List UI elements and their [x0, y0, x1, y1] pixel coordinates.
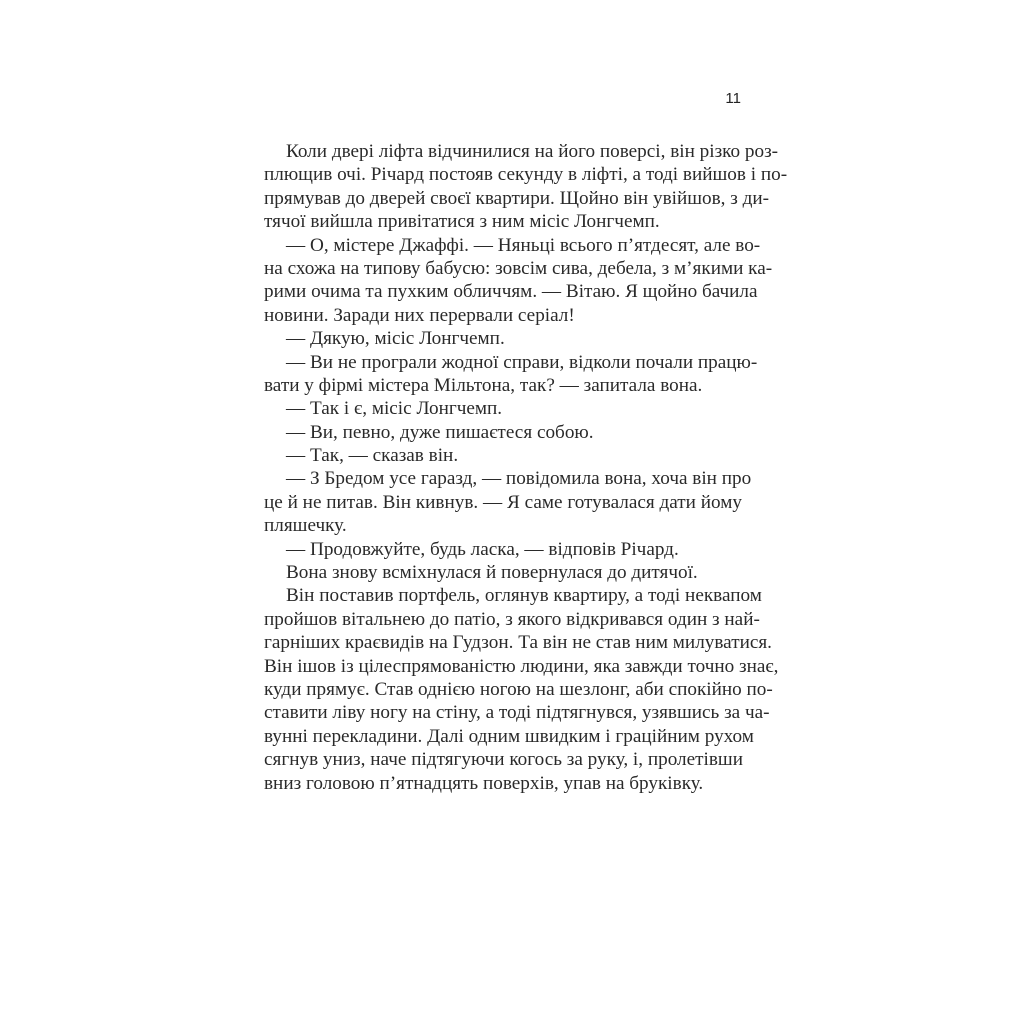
text-line: пляшечку. [264, 515, 347, 537]
page-number: 11 [725, 90, 741, 107]
text-line: вати у фірмі містера Мільтона, так? — запитала вона. [264, 374, 703, 396]
body-text [264, 140, 788, 795]
text-line: пройшов вітальнею до патіо, з якого відкривався один з най- [264, 608, 760, 630]
text-line: — Ви, певно, дуже пишаєтеся собою. [286, 421, 594, 443]
text-line: — О, містере Джаффі. — Няньці всього п’ятдесят, але во- [286, 234, 761, 256]
text-line: Він поставив портфель, оглянув квартиру, а тоді неквапом [286, 585, 762, 607]
text-line: сягнув униз, наче підтягуючи когось за руку, і, пролетівши [264, 749, 743, 771]
text-line: — Дякую, місіс Лонгчемп. [286, 328, 505, 350]
text-line: тячої вийшла привітатися з ним місіс Лонгчемп. [264, 211, 660, 233]
text-line: це й не питав. Він кивнув. — Я саме готувалася дати йому [264, 491, 742, 513]
text-line: — Ви не програли жодної справи, відколи почали працю- [286, 351, 758, 373]
text-line: на схожа на типову бабусю: зовсім сива, дебела, з м’якими ка- [264, 257, 773, 279]
text-line: Коли двері ліфта відчинилися на його поверсі, він різко роз- [286, 141, 779, 162]
text-line: новини. Заради них перервали серіал! [264, 304, 575, 326]
text-line: рими очима та пухким обличчям. — Вітаю. Я щойно бачила [264, 281, 758, 303]
text-line: прямував до дверей своєї квартири. Щойно він увійшов, з ди- [264, 187, 770, 209]
text-line: — Так, — сказав він. [286, 445, 459, 467]
text-line: — З Бредом усе гаразд, — повідомила вона, хоча він про [286, 468, 752, 490]
text-line: ставити ліву ногу на стіну, а тоді підтягнувся, узявшись за ча- [264, 702, 770, 724]
text-line: Він ішов із цілеспрямованістю людини, яка завжди точно знає, [264, 655, 779, 677]
text-line: гарніших краєвидів на Гудзон. Та він не став ним милуватися. [264, 632, 772, 654]
text-line: Вона знову всміхнулася й повернулася до дитячої. [286, 562, 698, 584]
text-line: плющив очі. Річард постояв секунду в ліфті, а тоді вийшов і по- [264, 164, 788, 186]
text-line: куди прямує. Став однією ногою на шезлонг, аби спокійно по- [264, 678, 773, 700]
text-line: — Так і є, місіс Лонгчемп. [286, 398, 503, 420]
text-line: — Продовжуйте, будь ласка, — відповів Річард. [286, 538, 679, 560]
text-line: вунні перекладини. Далі одним швидким і граційним рухом [264, 725, 754, 747]
text-line: вниз головою п’ятнадцять поверхів, упав на бруківку. [264, 772, 704, 794]
